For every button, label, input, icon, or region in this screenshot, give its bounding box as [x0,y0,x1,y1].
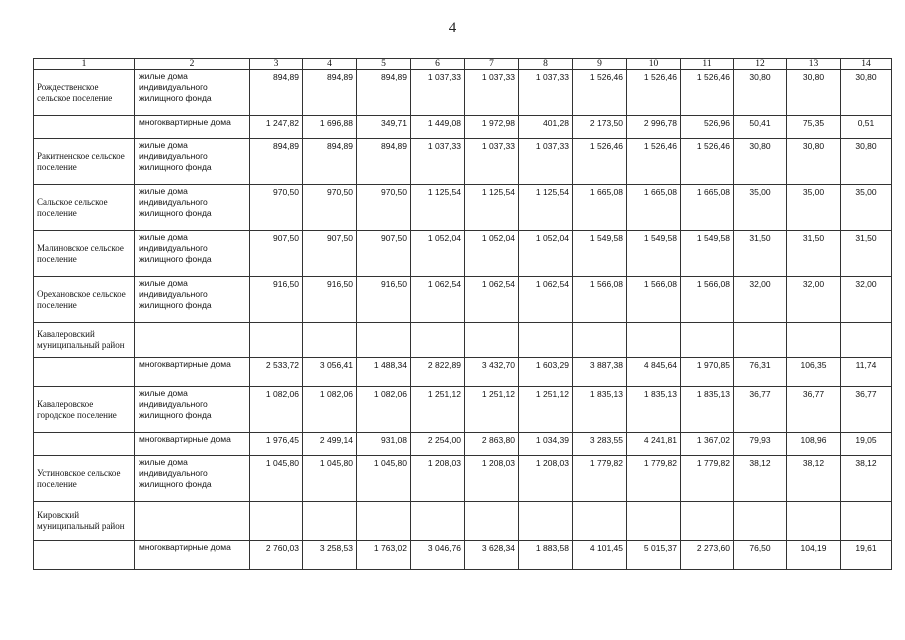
value-cell: 1 082,06 [250,387,303,433]
value-cell: 1 367,02 [681,433,734,456]
value-cell: 1 045,80 [357,456,411,502]
value-cell: 30,80 [787,70,841,116]
table-row [34,456,892,502]
value-cell: 3 628,34 [465,541,519,570]
value-cell: 1 125,54 [465,185,519,231]
value-cell: 894,89 [303,70,357,116]
value-cell: 1 566,08 [573,277,627,323]
value-cell: 1 037,33 [465,139,519,185]
value-cell: 907,50 [357,231,411,277]
value-cell [519,502,573,541]
housing-type-cell: многоквартирные дома [135,541,250,570]
value-cell: 1 045,80 [250,456,303,502]
value-cell: 35,00 [734,185,787,231]
value-cell: 1 526,46 [573,139,627,185]
value-cell: 4 101,45 [573,541,627,570]
value-cell [250,323,303,358]
municipality-cell: Кавалеровское городское поселение [34,387,135,433]
value-cell: 1 665,08 [573,185,627,231]
value-cell: 36,77 [841,387,892,433]
table-row [34,323,892,358]
value-cell: 38,12 [734,456,787,502]
value-cell: 3 283,55 [573,433,627,456]
value-cell: 1 566,08 [681,277,734,323]
value-cell: 31,50 [787,231,841,277]
municipality-cell: Ракитненское сельское поселение [34,139,135,185]
value-cell: 1 037,33 [411,70,465,116]
value-cell: 19,61 [841,541,892,570]
value-cell: 1 037,33 [465,70,519,116]
value-cell: 931,08 [357,433,411,456]
value-cell: 76,50 [734,541,787,570]
value-cell: 1 052,04 [465,231,519,277]
value-cell: 1 526,46 [627,70,681,116]
value-cell: 970,50 [250,185,303,231]
municipality-cell: Рождественское сельское поселение [34,70,135,116]
value-cell: 1 251,12 [519,387,573,433]
value-cell: 1 037,33 [411,139,465,185]
value-cell: 916,50 [250,277,303,323]
value-cell: 894,89 [250,70,303,116]
value-cell: 104,19 [787,541,841,570]
value-cell: 2 533,72 [250,358,303,387]
value-cell [411,502,465,541]
housing-type-cell: жилые дома индивидуального жилищного фонда [135,277,250,323]
value-cell: 1 976,45 [250,433,303,456]
column-header: 12 [734,59,787,70]
value-cell: 1 526,46 [573,70,627,116]
value-cell: 1 062,54 [411,277,465,323]
value-cell: 36,77 [734,387,787,433]
value-cell: 2 822,89 [411,358,465,387]
value-cell: 1 037,33 [519,70,573,116]
municipality-cell [34,116,135,139]
value-cell: 19,05 [841,433,892,456]
value-cell: 11,74 [841,358,892,387]
value-cell [519,323,573,358]
value-cell: 1 763,02 [357,541,411,570]
housing-type-cell: жилые дома индивидуального жилищного фонда [135,139,250,185]
housing-type-cell: жилые дома индивидуального жилищного фонда [135,185,250,231]
value-cell: 50,41 [734,116,787,139]
housing-type-cell [135,502,250,541]
value-cell: 1 052,04 [519,231,573,277]
value-cell [250,502,303,541]
value-cell [841,502,892,541]
value-cell: 1 603,29 [519,358,573,387]
value-cell: 894,89 [357,70,411,116]
value-cell: 1 488,34 [357,358,411,387]
value-cell: 76,31 [734,358,787,387]
table-row [34,70,892,116]
value-cell [681,323,734,358]
value-cell: 106,35 [787,358,841,387]
value-cell: 0,51 [841,116,892,139]
column-header: 7 [465,59,519,70]
column-header: 2 [135,59,250,70]
value-cell: 1 208,03 [465,456,519,502]
value-cell [357,502,411,541]
value-cell: 916,50 [303,277,357,323]
value-cell: 31,50 [734,231,787,277]
page-number: 4 [448,20,457,36]
value-cell [627,502,681,541]
value-cell: 1 125,54 [411,185,465,231]
value-cell [734,502,787,541]
value-cell: 1 549,58 [627,231,681,277]
value-cell: 349,71 [357,116,411,139]
value-cell: 894,89 [250,139,303,185]
municipality-cell: Сальское сельское поселение [34,185,135,231]
value-cell: 1 566,08 [627,277,681,323]
housing-type-cell [135,323,250,358]
column-header: 4 [303,59,357,70]
value-cell: 75,35 [787,116,841,139]
value-cell: 5 015,37 [627,541,681,570]
value-cell: 1 449,08 [411,116,465,139]
housing-type-cell: жилые дома индивидуального жилищного фонда [135,456,250,502]
value-cell: 32,00 [787,277,841,323]
municipality-cell [34,541,135,570]
value-cell: 1 665,08 [681,185,734,231]
value-cell [411,323,465,358]
value-cell: 79,93 [734,433,787,456]
value-cell: 4 241,81 [627,433,681,456]
value-cell: 1 779,82 [573,456,627,502]
column-header: 3 [250,59,303,70]
value-cell: 3 887,38 [573,358,627,387]
value-cell: 970,50 [357,185,411,231]
value-cell: 1 082,06 [357,387,411,433]
value-cell: 3 046,76 [411,541,465,570]
housing-type-cell: многоквартирные дома [135,433,250,456]
tariff-table [33,58,892,570]
municipality-cell: Устиновское сельское поселение [34,456,135,502]
value-cell: 32,00 [734,277,787,323]
table-body [34,70,892,570]
municipality-cell: Кавалеровский муниципальный район [34,323,135,358]
value-cell: 907,50 [303,231,357,277]
table-row [34,116,892,139]
table-row [34,358,892,387]
value-cell: 1 779,82 [627,456,681,502]
table-row [34,231,892,277]
value-cell: 1 034,39 [519,433,573,456]
value-cell: 2 273,60 [681,541,734,570]
value-cell: 2 254,00 [411,433,465,456]
municipality-cell [34,358,135,387]
column-header: 8 [519,59,573,70]
value-cell [841,323,892,358]
value-cell: 526,96 [681,116,734,139]
value-cell: 1 045,80 [303,456,357,502]
value-cell: 1 665,08 [627,185,681,231]
value-cell: 1 526,46 [627,139,681,185]
value-cell: 36,77 [787,387,841,433]
value-cell: 2 996,78 [627,116,681,139]
value-cell: 1 052,04 [411,231,465,277]
table-row [34,387,892,433]
value-cell: 1 779,82 [681,456,734,502]
value-cell: 894,89 [357,139,411,185]
column-header: 5 [357,59,411,70]
value-cell: 1 208,03 [411,456,465,502]
value-cell: 894,89 [303,139,357,185]
value-cell: 2 863,80 [465,433,519,456]
value-cell: 2 173,50 [573,116,627,139]
housing-type-cell: жилые дома индивидуального жилищного фонда [135,387,250,433]
value-cell [573,502,627,541]
value-cell: 1 247,82 [250,116,303,139]
value-cell: 30,80 [734,139,787,185]
value-cell: 1 696,88 [303,116,357,139]
value-cell: 1 549,58 [573,231,627,277]
value-cell: 38,12 [787,456,841,502]
value-cell: 1 549,58 [681,231,734,277]
value-cell [573,323,627,358]
value-cell: 1 526,46 [681,70,734,116]
housing-type-cell: жилые дома индивидуального жилищного фонда [135,70,250,116]
value-cell: 1 251,12 [465,387,519,433]
value-cell: 1 208,03 [519,456,573,502]
value-cell: 1 970,85 [681,358,734,387]
municipality-cell: Орехановское сельское поселение [34,277,135,323]
header-row [34,59,892,70]
value-cell: 35,00 [841,185,892,231]
municipality-cell: Кировский муниципальный район [34,502,135,541]
column-header: 1 [34,59,135,70]
value-cell: 1 125,54 [519,185,573,231]
municipality-cell [34,433,135,456]
value-cell [787,323,841,358]
value-cell: 35,00 [787,185,841,231]
value-cell: 1 037,33 [519,139,573,185]
column-header: 9 [573,59,627,70]
value-cell [357,323,411,358]
value-cell: 30,80 [841,70,892,116]
value-cell [734,323,787,358]
value-cell: 3 258,53 [303,541,357,570]
column-header: 13 [787,59,841,70]
value-cell: 970,50 [303,185,357,231]
table-row [34,541,892,570]
value-cell: 2 499,14 [303,433,357,456]
value-cell: 31,50 [841,231,892,277]
value-cell [681,502,734,541]
value-cell [465,323,519,358]
value-cell [627,323,681,358]
value-cell: 3 056,41 [303,358,357,387]
value-cell [465,502,519,541]
municipality-cell: Малиновское сельское поселение [34,231,135,277]
value-cell: 32,00 [841,277,892,323]
table-row [34,502,892,541]
column-header: 6 [411,59,465,70]
value-cell: 401,28 [519,116,573,139]
value-cell: 30,80 [734,70,787,116]
value-cell [787,502,841,541]
value-cell: 1 526,46 [681,139,734,185]
value-cell: 30,80 [787,139,841,185]
value-cell: 30,80 [841,139,892,185]
value-cell: 1 082,06 [303,387,357,433]
value-cell: 907,50 [250,231,303,277]
housing-type-cell: многоквартирные дома [135,116,250,139]
value-cell: 108,96 [787,433,841,456]
column-header: 14 [841,59,892,70]
value-cell: 1 883,58 [519,541,573,570]
value-cell [303,323,357,358]
value-cell: 1 062,54 [465,277,519,323]
table-row [34,433,892,456]
housing-type-cell: многоквартирные дома [135,358,250,387]
value-cell: 916,50 [357,277,411,323]
value-cell: 2 760,03 [250,541,303,570]
column-header: 10 [627,59,681,70]
table-row [34,139,892,185]
table-row [34,185,892,231]
value-cell: 3 432,70 [465,358,519,387]
value-cell: 1 251,12 [411,387,465,433]
value-cell: 4 845,64 [627,358,681,387]
value-cell: 1 062,54 [519,277,573,323]
value-cell: 1 835,13 [627,387,681,433]
value-cell: 38,12 [841,456,892,502]
value-cell: 1 835,13 [681,387,734,433]
table-row [34,277,892,323]
value-cell: 1 835,13 [573,387,627,433]
value-cell [303,502,357,541]
column-header: 11 [681,59,734,70]
housing-type-cell: жилые дома индивидуального жилищного фонда [135,231,250,277]
value-cell: 1 972,98 [465,116,519,139]
